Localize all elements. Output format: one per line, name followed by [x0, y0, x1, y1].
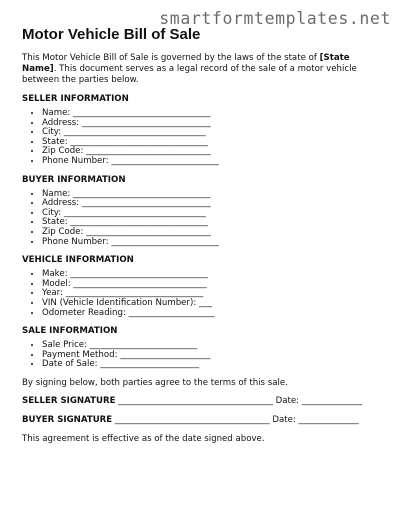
seller-date-line[interactable]: ______________ [301, 395, 362, 406]
vehicle-year-field[interactable]: • Year: ________________________________ [42, 289, 384, 299]
document-title: Motor Vehicle Bill of Sale [22, 26, 201, 43]
seller-address-field[interactable]: • Address: ______________________________ [42, 119, 384, 129]
state-placeholder: [State Name] [22, 53, 350, 74]
payment-method-field[interactable]: • Payment Method: _____________________ [42, 351, 384, 361]
seller-name-field[interactable]: • Name: ________________________________ [42, 109, 384, 119]
document [22, 26, 384, 452]
buyer-signature-row [22, 415, 384, 426]
seller-list [22, 109, 384, 167]
vehicle-heading: VEHICLE INFORMATION [22, 255, 134, 266]
buyer-date-line[interactable]: ______________ [298, 414, 359, 425]
seller-signature-line[interactable]: ____________________________________ [118, 395, 273, 406]
buyer-zip-field[interactable]: • Zip Code: _____________________________ [42, 228, 384, 238]
buyer-address-field[interactable]: • Address: ______________________________ [42, 199, 384, 209]
vehicle-model-field[interactable]: • Model: _______________________________ [42, 280, 384, 290]
buyer-signature-line[interactable]: ____________________________________ [114, 414, 270, 425]
seller-city-field[interactable]: • City: _________________________________ [42, 128, 384, 138]
seller-state-field[interactable]: • State: ________________________________ [42, 138, 384, 148]
buyer-heading: BUYER INFORMATION [22, 174, 126, 185]
seller-heading: SELLER INFORMATION [22, 94, 129, 104]
seller-signature-label: SELLER SIGNATURE [22, 395, 116, 406]
seller-zip-field[interactable]: • Zip Code: _____________________________ [42, 147, 384, 157]
buyer-date-label: Date: [272, 414, 296, 425]
date-of-sale-field[interactable]: • Date of Sale: _______________________ [42, 360, 384, 370]
buyer-list [22, 190, 384, 248]
sale-heading: SALE INFORMATION [22, 326, 118, 337]
intro-before: This Motor Vehicle Bill of Sale is governed by the laws of the state of [22, 53, 320, 63]
effective-statement: This agreement is effective as of the date signed above. [22, 433, 265, 444]
intro-after: . This document serves as a legal record of the sale of a motor vehicle between the parties below. [22, 64, 357, 85]
buyer-name-field[interactable]: • Name: ________________________________ [42, 190, 384, 200]
buyer-phone-field[interactable]: • Phone Number: _________________________ [42, 238, 384, 248]
sale-price-field[interactable]: • Sale Price: _________________________ [42, 341, 384, 351]
vehicle-list [22, 270, 384, 318]
vehicle-make-field[interactable]: • Make: ________________________________ [42, 270, 384, 280]
buyer-signature-label: BUYER SIGNATURE [22, 414, 113, 425]
seller-date-label: Date: [275, 395, 300, 406]
sale-list [22, 341, 384, 370]
buyer-state-field[interactable]: • State: ________________________________ [42, 218, 384, 228]
seller-phone-field[interactable]: • Phone Number: _________________________ [42, 157, 384, 167]
watermark: smartformtemplates.net [159, 9, 391, 28]
vehicle-vin-field[interactable]: • VIN (Vehicle Identification Number): ___ [42, 299, 384, 309]
vehicle-odometer-field[interactable]: • Odometer Reading: ____________________ [42, 309, 384, 319]
intro-paragraph [22, 53, 384, 86]
seller-signature-row [22, 396, 384, 407]
buyer-city-field[interactable]: • City: _________________________________ [42, 209, 384, 219]
agreement-statement: By signing below, both parties agree to the terms of this sale. [22, 377, 288, 388]
